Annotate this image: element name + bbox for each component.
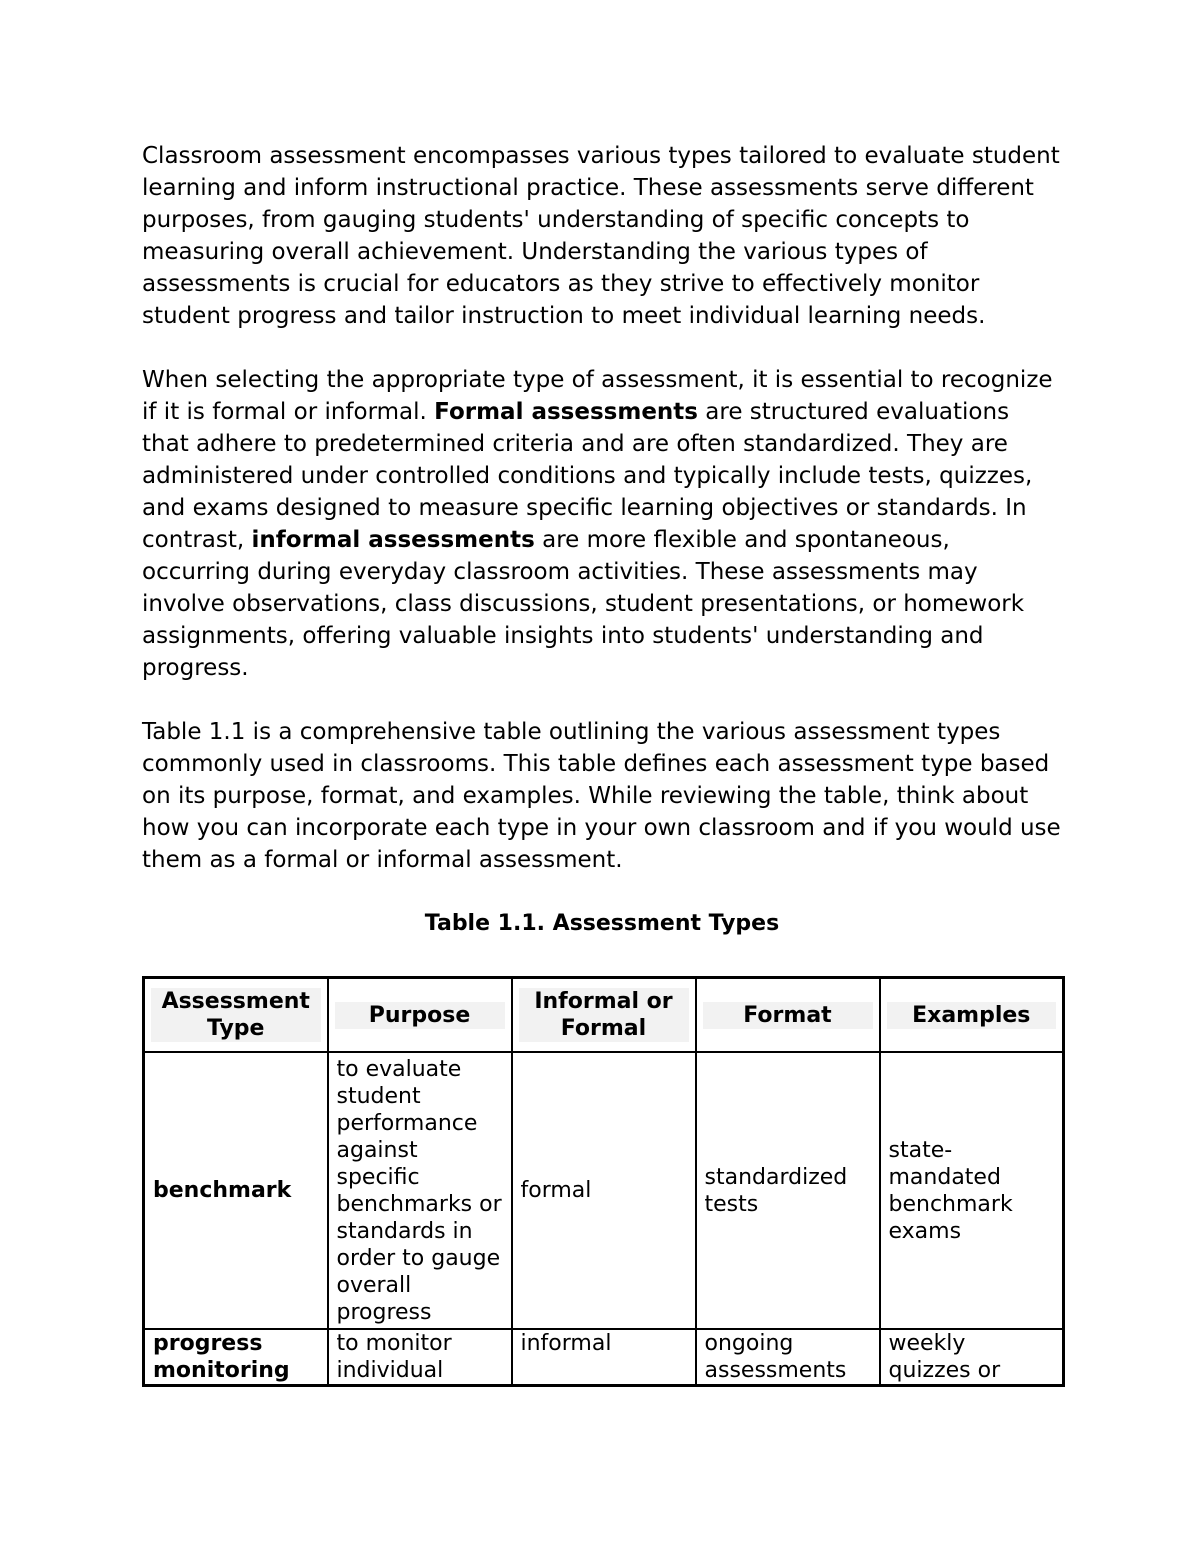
- header-examples-label: Examples: [887, 1002, 1057, 1029]
- header-informal-formal-label: Informal or Formal: [519, 988, 689, 1042]
- header-purpose-label: Purpose: [335, 1002, 505, 1029]
- cell-format-text: ongoing assessments: [704, 1331, 847, 1383]
- cell-format: [696, 1329, 880, 1386]
- table-row: [144, 1329, 1064, 1386]
- header-format-label: Format: [703, 1002, 873, 1029]
- header-format: [696, 978, 880, 1053]
- cell-type-text: progress monitoring: [153, 1331, 290, 1383]
- intro-paragraph: Classroom assessment encompasses various types tailored to evaluate student learning and inform instructional practice. These assessments serve different purposes, from gauging students' understanding of specific concepts to measuring overall achievement. Understanding the various types of assessments is crucial for educators as they strive to effectively monitor student progress and tailor instruction to meet individual learning needs.: [142, 143, 1060, 329]
- cell-type: benchmark: [144, 1052, 328, 1329]
- cell-purpose-text: to monitor individual: [336, 1331, 452, 1383]
- header-purpose: [328, 978, 512, 1053]
- cell-informal-formal: formal: [512, 1052, 696, 1329]
- paragraph2-text-1: When selecting the appropriate type of assessment, it is essential to recognize if it is formal or informal.: [142, 367, 1053, 425]
- header-assessment-type-label: Assessment Type: [151, 988, 321, 1042]
- table-header-row: [144, 978, 1064, 1053]
- table-intro-paragraph: Table 1.1 is a comprehensive table outlining the various assessment types commonly used in classrooms. This table defines each assessment type based on its purpose, format, and examples. While reviewing the table, think about how you can incorporate each type in your own classroom and if you would use them as a formal or informal assessment.: [142, 719, 1061, 873]
- header-examples: [880, 978, 1064, 1053]
- formal-informal-paragraph: [142, 364, 1062, 684]
- informal-assessments-term: informal assessments: [251, 527, 535, 553]
- cell-examples: state-mandated benchmark exams: [880, 1052, 1064, 1329]
- cell-examples-text: weekly quizzes or: [888, 1331, 1001, 1383]
- cell-format: standardized tests: [696, 1052, 880, 1329]
- formal-assessments-term: Formal assessments: [434, 399, 698, 425]
- header-assessment-type: [144, 978, 328, 1053]
- cell-informal-formal-text: informal: [520, 1331, 612, 1356]
- header-informal-formal: [512, 978, 696, 1053]
- table-caption: Table 1.1. Assessment Types: [424, 911, 780, 936]
- cell-purpose: to evaluate student performance against specific benchmarks or standards in order to gauge overall progress: [328, 1052, 512, 1329]
- assessment-types-table: [142, 976, 1065, 1387]
- cell-examples: [880, 1329, 1064, 1386]
- cell-purpose: [328, 1329, 512, 1386]
- table-row: [144, 1052, 1064, 1329]
- paragraph2-text-2: are structured evaluations that adhere to predetermined criteria and are often standardized. They are administered under controlled conditions and typically include tests, quizzes, and exams designed to measure specific learning objectives or standards. In contrast,: [142, 399, 1033, 553]
- cell-informal-formal: [512, 1329, 696, 1386]
- cell-type: [144, 1329, 328, 1386]
- document-page: [142, 140, 1062, 1387]
- paragraph2-text-3: are more flexible and spontaneous, occurring during everyday classroom activities. These assessments may involve observations, class discussions, student presentations, or homework assignments, offering valuable insights into students' understanding and progress.: [142, 527, 1025, 681]
